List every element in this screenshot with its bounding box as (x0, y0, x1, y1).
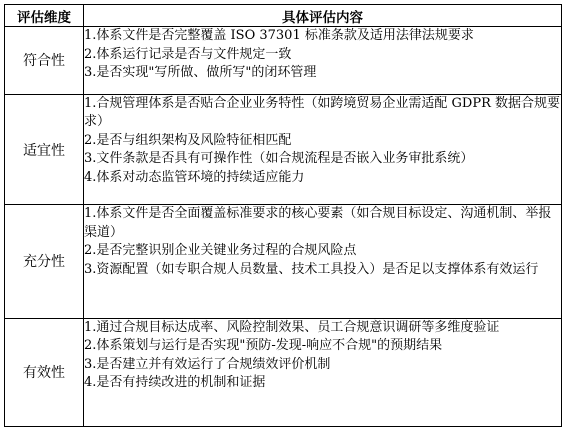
dimension-cell: 符合性 (5, 27, 84, 95)
table-row (5, 94, 562, 204)
list-item: 1.体系文件是否完整覆盖 ISO 37301 标准条款及适用法律法规要求 (84, 28, 474, 43)
list-item: 2.是否与组织架构及风险特征相匹配 (84, 132, 292, 148)
list-item: 4.是否有持续改进的机制和证据 (84, 375, 266, 391)
header-dimension: 评估维度 (5, 5, 84, 27)
list-item: 3.是否实现"写所做、做所写"的闭环管理 (84, 65, 317, 80)
list-item: 1.合规管理体系是否贴合企业业务特性（如跨境贸易企业需适配 GDPR 数据合规要求） (84, 95, 561, 130)
list-item: 2.是否完整识别企业关键业务过程的合规风险点 (84, 243, 357, 259)
table-row (5, 205, 562, 319)
content-cell (84, 27, 562, 95)
list-item: 3.文件条款是否具有可操作性（如合规流程是否嵌入业务审批系统） (84, 151, 474, 167)
list-item: 3.是否建立并有效运行了合规绩效评价机制 (84, 356, 331, 372)
header-row (5, 5, 562, 27)
content-cell (84, 205, 562, 319)
list-item: 2.体系策划与运行是否实现"预防-发现-响应不合规"的预期结果 (84, 338, 443, 354)
evaluation-table (4, 4, 562, 427)
dimension-cell: 有效性 (5, 318, 84, 426)
list-item: 4.体系对动态监管环境的持续适应能力 (84, 169, 305, 185)
list-item: 3.资源配置（如专职合规人员数量、技术工具投入）是否足以支撑体系有效运行 (84, 261, 539, 277)
list-item: 1.通过合规目标达成率、风险控制效果、员工合规意识调研等多维度验证 (84, 319, 500, 335)
list-item: 2.体系运行记录是否与文件规定一致 (84, 46, 292, 62)
header-content: 具体评估内容 (84, 5, 562, 27)
table-row (5, 27, 562, 95)
list-item: 1.体系文件是否全面覆盖标准要求的核心要素（如合规目标设定、沟通机制、举报渠道） (84, 206, 552, 240)
dimension-cell: 适宜性 (5, 94, 84, 204)
table-row (5, 318, 562, 426)
content-cell (84, 318, 562, 426)
content-cell (84, 94, 562, 204)
dimension-cell: 充分性 (5, 205, 84, 319)
